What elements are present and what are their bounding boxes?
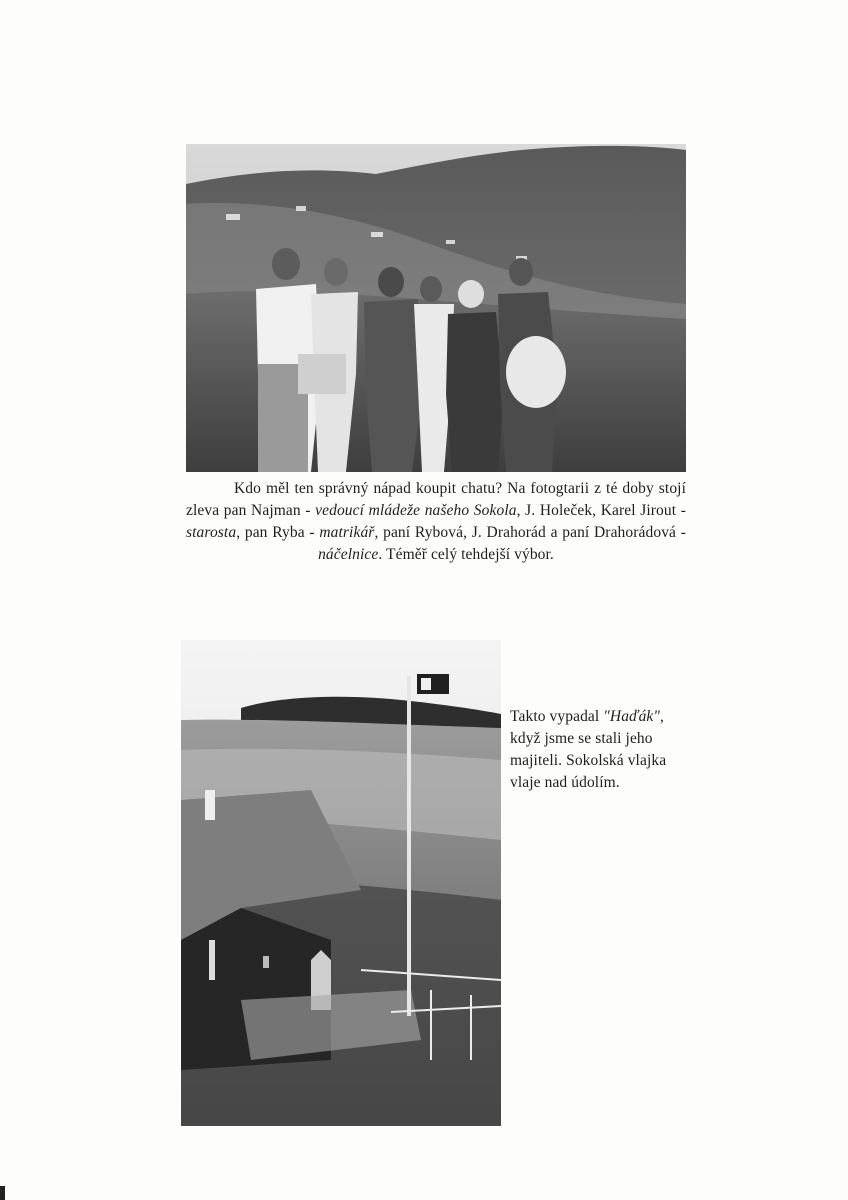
- caption-text-part: Kdo měl ten správný nápad koupit chatu? Na fotogtarii z té doby stojí zleva pan Najman -: [186, 480, 686, 519]
- caption-text-part: Takto vypadal: [510, 708, 604, 725]
- caption-text-part: , paní Rybová, J. Drahorád a paní Drahorádová -: [374, 524, 686, 541]
- chalet-photo: [181, 640, 501, 1126]
- caption-role-mayor: starosta: [186, 524, 237, 541]
- caption-role-registrar: matrikář: [319, 524, 375, 541]
- chalet-photo-caption: [510, 706, 690, 794]
- chalet-photo-image: [181, 640, 501, 1126]
- chalet-photo-caption-text: [510, 706, 690, 794]
- caption-text-part: , J. Holeček, Karel Jirout -: [516, 502, 686, 519]
- group-photo: [186, 144, 686, 472]
- caption-role-chief: náčelnice: [318, 546, 379, 563]
- group-photo-image: [186, 144, 686, 472]
- scan-edge-mark: [0, 1186, 5, 1200]
- caption-text-part: , pan Ryba -: [236, 524, 320, 541]
- group-photo-caption-text: [186, 478, 686, 566]
- caption-text-part: , když jsme se stali jeho majiteli. Sokolská vlajka vlaje nad údolím.: [510, 708, 667, 791]
- caption-chalet-name: "Haďák": [603, 708, 661, 725]
- group-photo-caption: [186, 478, 686, 566]
- caption-role-youth-leader: vedoucí mládeže našeho Sokola: [315, 502, 517, 519]
- caption-text-part: . Téměř celý tehdejší výbor.: [378, 546, 554, 563]
